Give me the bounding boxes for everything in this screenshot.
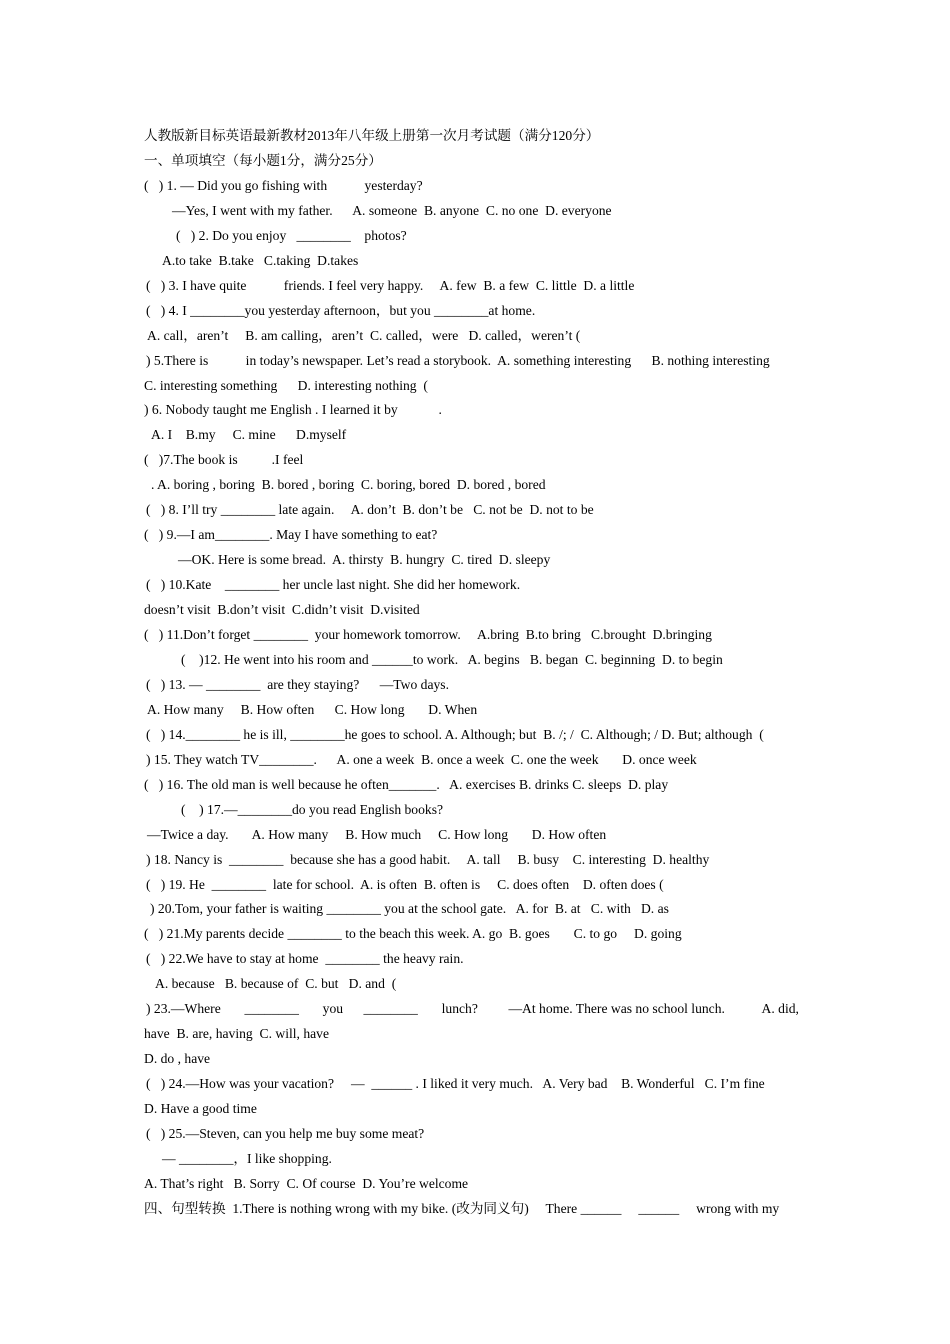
exam-title: 人教版新目标英语最新教材2013年八年级上册第一次月考试题（满分120分） (144, 128, 600, 143)
exam-line: ( ) 21.My parents decide ________ to the beach this week. A. go B. goes C. to go D. going (144, 926, 682, 942)
exam-line: ( ) 3. I have quite friends. I feel very happy. A. few B. a few C. little D. a little (146, 277, 635, 293)
exam-line: ) 15. They watch TV________. A. one a week B. once a week C. one the week D. once week (146, 751, 697, 767)
exam-line: D. Have a good time (144, 1101, 257, 1117)
exam-line: A.to take B.take C.taking D.takes (162, 252, 359, 268)
exam-line: ) 23.—Where ________ you ________ lunch? —At home. There was no school lunch. A. did, (146, 1001, 799, 1017)
exam-line: —Twice a day. A. How many B. How much C. How long D. How often (147, 826, 607, 842)
exam-line: — ________，I like shopping. (162, 1150, 332, 1166)
exam-line: ( ) 24.—How was your vacation? — ______ . I liked it very much. A. Very bad B. Wonderful C. I’m fine (146, 1076, 765, 1092)
exam-line: ( ) 13. — ________ are they staying? —Two days. (146, 676, 449, 692)
exam-line: ) 5.There is in today’s newspaper. Let’s read a storybook. A. something interesting B. nothing interesting (146, 352, 770, 368)
exam-line: —Yes, I went with my father. A. someone B. anyone C. no one D. everyone (172, 202, 612, 218)
exam-line: D. do , have (144, 1051, 211, 1067)
exam-line: . A. boring , boring B. bored , boring C. boring, bored D. bored , bored (151, 477, 546, 493)
exam-line: ( ) 1. — Did you go fishing with yesterday? (144, 177, 423, 193)
exam-line: A. because B. because of C. but D. and ( (155, 976, 397, 992)
exam-line: ( ) 9.—I am________. May I have something to eat? (144, 527, 438, 543)
exam-line: ) 6. Nobody taught me English . I learned it by . (144, 402, 442, 418)
exam-line: ) 18. Nancy is ________ because she has a good habit. A. tall B. busy C. interesting D. healthy (146, 851, 710, 867)
exam-line: ( ) 16. The old man is well because he often_______. A. exercises B. drinks C. sleeps D. play (144, 776, 669, 792)
exam-line: ( ) 19. He ________ late for school. A. is often B. often is C. does often D. often does ( (146, 876, 664, 892)
exam-line: C. interesting something D. interesting nothing ( (144, 377, 428, 393)
exam-line: A. I B.my C. mine D.myself (151, 427, 347, 443)
exam-line: ( ) 17.—________do you read English books? (181, 801, 444, 817)
exam-line: ( )7.The book is .I feel (144, 452, 304, 468)
exam-line: ( ) 22.We have to stay at home ________ the heavy rain. (146, 951, 464, 967)
exam-line: —OK. Here is some bread. A. thirsty B. hungry C. tired D. sleepy (178, 552, 551, 568)
exam-line: ( )12. He went into his room and ______to work. A. begins B. began C. beginning D. to begin (181, 651, 723, 667)
exam-line: ( ) 2. Do you enjoy ________ photos? (176, 227, 407, 243)
exam-line: 四、句型转换 1.There is nothing wrong with my bike. (改为同义句) There ______ ______ wrong with my (144, 1200, 780, 1216)
exam-line: A. That’s right B. Sorry C. Of course D. You’re welcome (144, 1175, 469, 1191)
section-heading: 一、单项填空（每小题1分，满分25分） (144, 152, 382, 168)
exam-line: ( ) 10.Kate ________ her uncle last night. She did her homework. (146, 577, 521, 593)
exam-line: ) 20.Tom, your father is waiting ________ you at the school gate. A. for B. at C. with D. as (150, 901, 669, 917)
exam-line: A. call，aren’t B. am calling，aren’t C. called，were D. called，weren’t ( (147, 327, 581, 343)
exam-line: have B. are, having C. will, have (144, 1026, 329, 1042)
exam-line: ( ) 14.________ he is ill, ________he goes to school. A. Although; but B. /; / C. Although; / D. But; although ( (146, 726, 764, 742)
exam-line: ( ) 25.—Steven, can you help me buy some meat? (146, 1126, 425, 1141)
exam-line: doesn’t visit B.don’t visit C.didn’t visit D.visited (144, 602, 420, 618)
exam-line: A. How many B. How often C. How long D. When (147, 701, 478, 717)
exam-line: ( ) 8. I’ll try ________ late again. A. don’t B. don’t be C. not be D. not to be (146, 502, 594, 518)
exam-line: ( ) 4. I ________you yesterday afternoon，but you ________at home. (146, 302, 536, 318)
exam-line: ( ) 11.Don’t forget ________ your homework tomorrow. A.bring B.to bring C.brought D.bringing (144, 627, 712, 642)
